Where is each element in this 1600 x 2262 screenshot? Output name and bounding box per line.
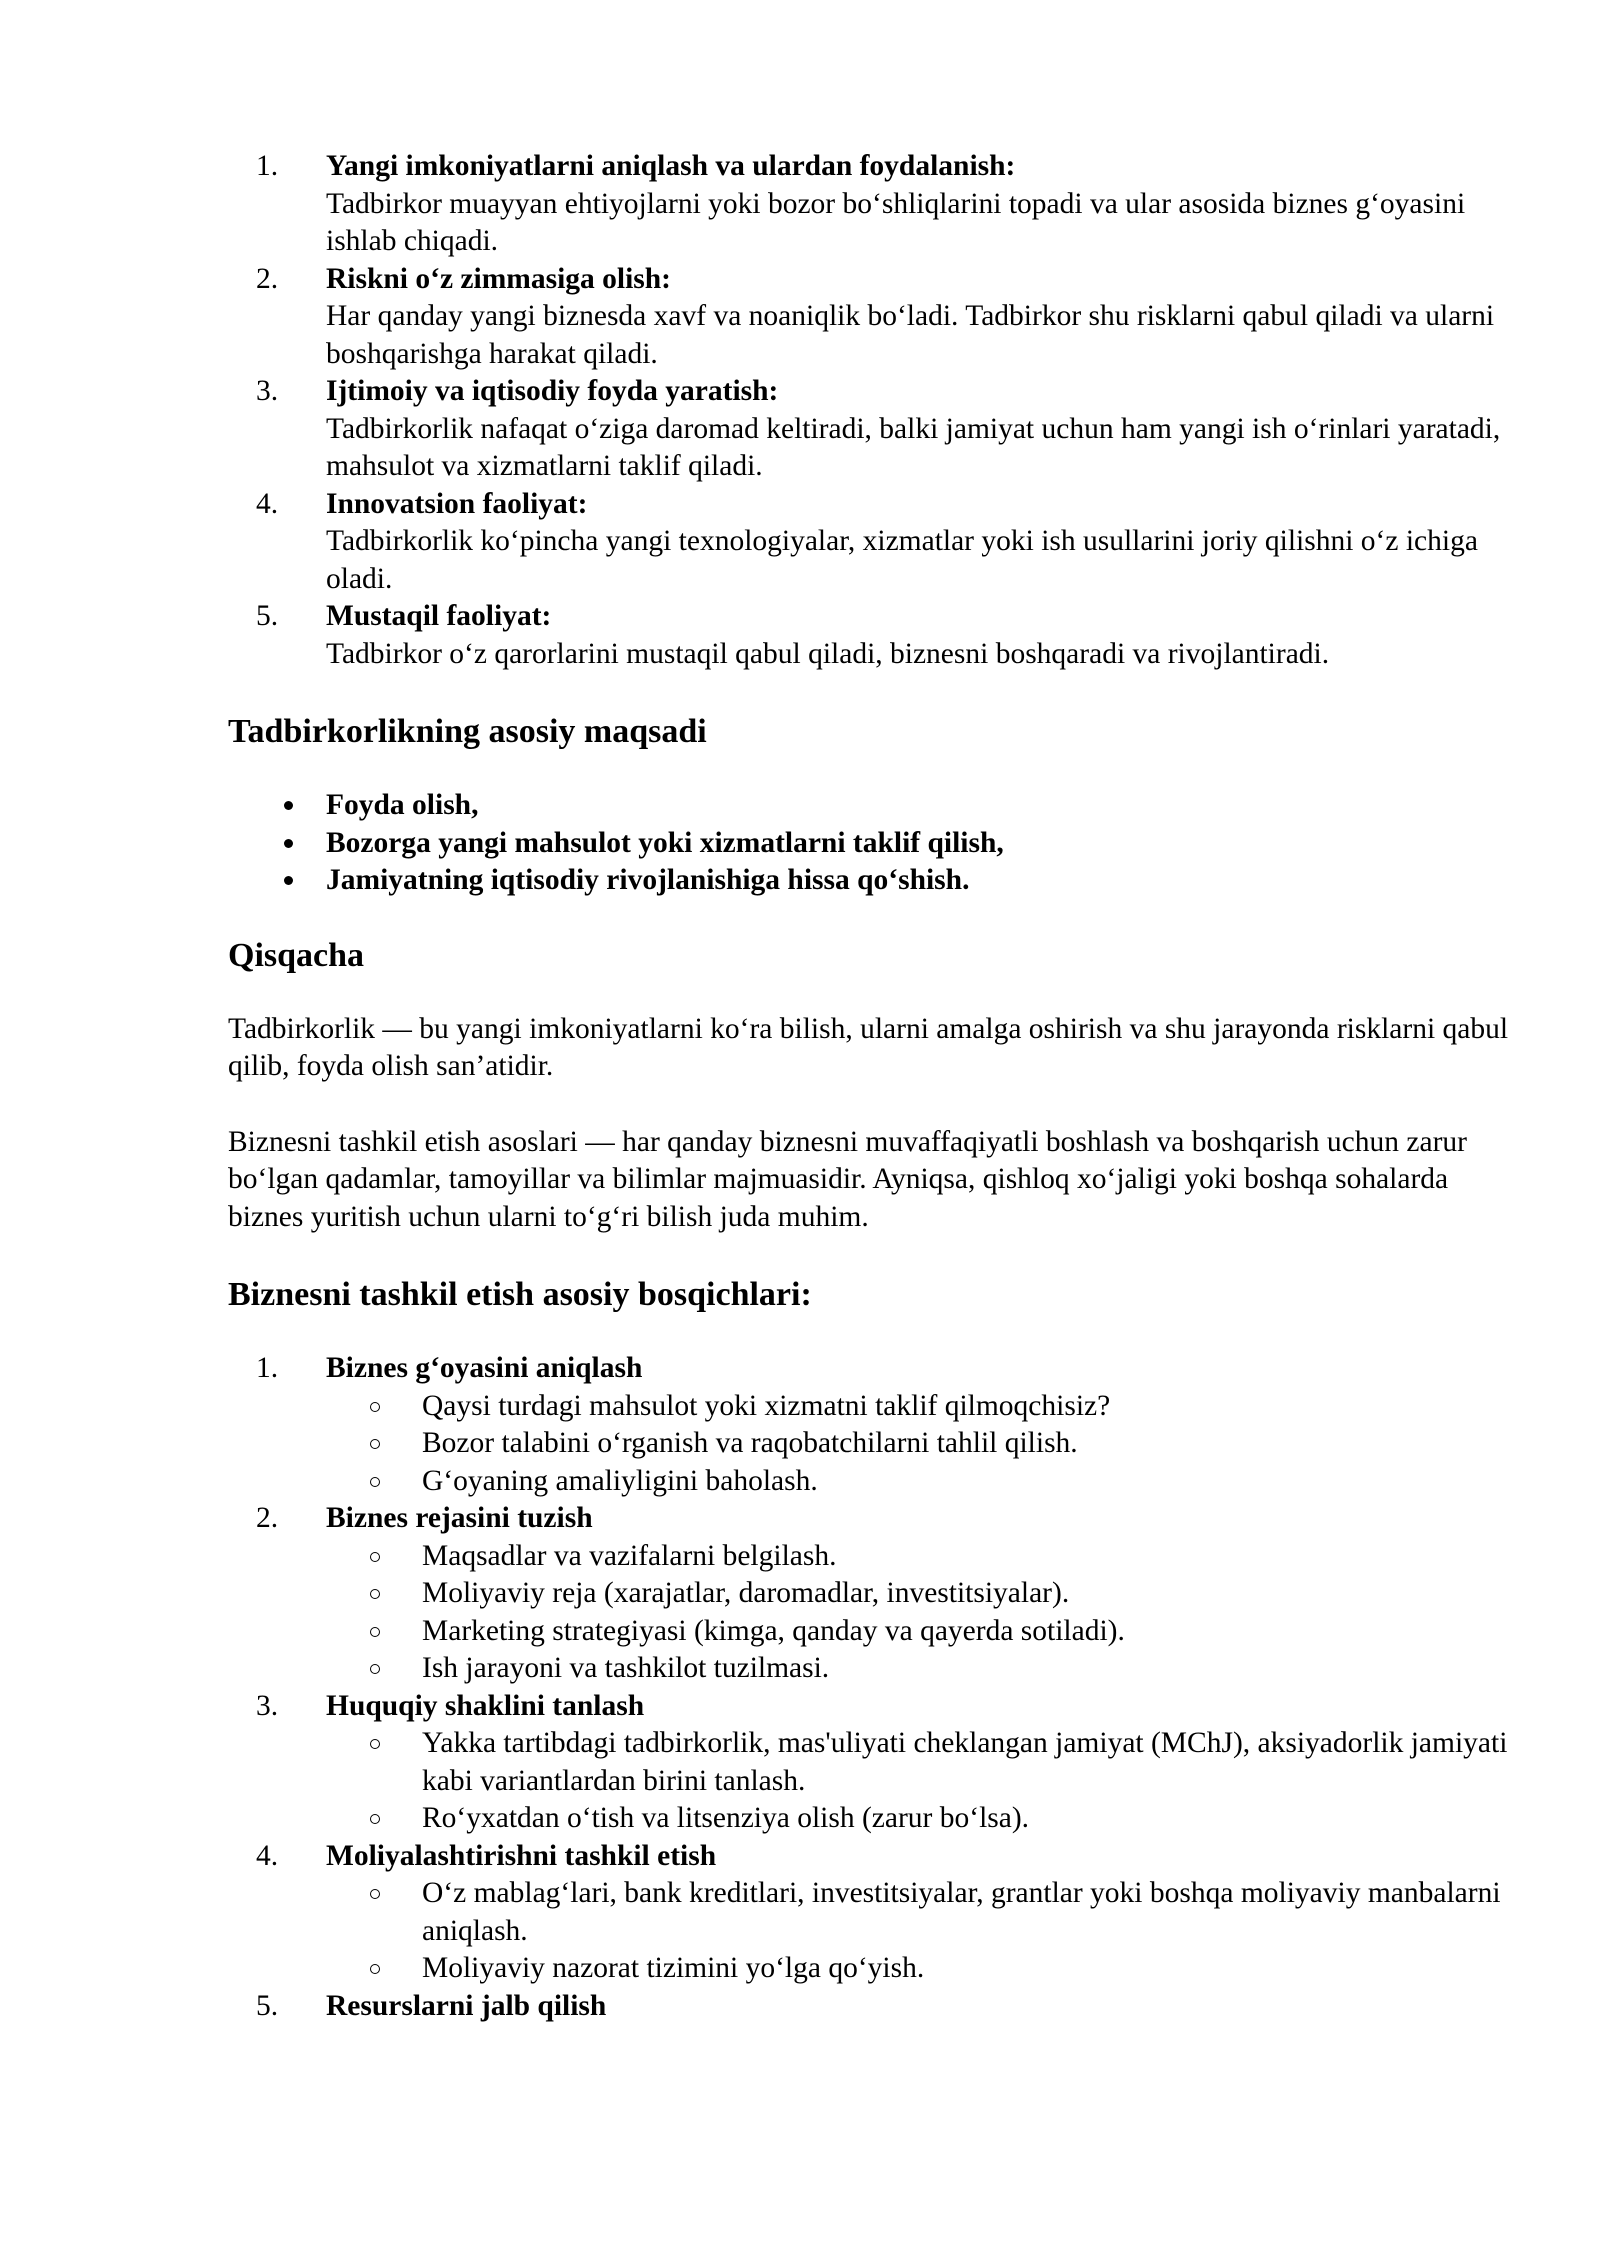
list-item-title: Ijtimoiy va iqtisodiy foyda yaratish:: [326, 375, 779, 407]
sub-list-text: Bozor talabini o‘rganish va raqobatchilarni tahlil qilish.: [422, 1427, 1078, 1459]
sub-list-text: G‘oyaning amaliyligini baholash.: [422, 1464, 818, 1497]
sub-list-text: Ro‘yxatdan o‘tish va litsenziya olish (zarur bo‘lsa).: [422, 1802, 1030, 1834]
sub-list-text: Ish jarayoni va tashkilot tuzilmasi.: [422, 1652, 830, 1684]
sub-list-item: [326, 1575, 1518, 1613]
circle-bullet-icon: [370, 1627, 380, 1637]
sub-list-item: [326, 1538, 1518, 1576]
list-item: [228, 1350, 1518, 1500]
sub-list-text: Qaysi turdagi mahsulot yoki xizmatni taklif qilmoqchisiz?: [422, 1389, 1111, 1422]
sub-list: [326, 1388, 1518, 1501]
sub-list-item: [326, 1650, 1518, 1688]
circle-bullet-icon: [370, 1739, 380, 1749]
sub-list-text: Moliyaviy nazorat tizimini yo‘lga qo‘yish.: [422, 1952, 925, 1984]
sub-list-item: [326, 1613, 1518, 1651]
circle-bullet-icon: [370, 1552, 380, 1562]
list-item: [228, 825, 1518, 863]
bullet-icon: [284, 801, 293, 810]
list-item: [228, 261, 1518, 374]
sub-list-item: [326, 1425, 1518, 1463]
list-number: 2.: [256, 1502, 279, 1534]
list-number: 1.: [256, 150, 279, 182]
document-body: [228, 148, 1518, 2025]
list-item-title: Biznes rejasini tuzish: [326, 1502, 593, 1534]
list-item: [228, 148, 1518, 261]
circle-bullet-icon: [370, 1964, 380, 1974]
sub-list-text: Moliyaviy reja (xarajatlar, daromadlar, investitsiyalar).: [422, 1577, 1070, 1609]
sub-list: [326, 1875, 1518, 1988]
features-list: [228, 148, 1518, 673]
list-number: 5.: [256, 1989, 279, 2022]
list-item-text: Har qanday yangi biznesda xavf va noaniqlik bo‘ladi. Tadbirkor shu risklarni qabul qiladi va ularni boshqarishga harakat qiladi.: [326, 300, 1495, 370]
list-number: 1.: [256, 1352, 279, 1384]
list-item-text: Tadbirkorlik ko‘pincha yangi texnologiyalar, xizmatlar yoki ish usullarini joriy qilishni o‘z ichiga oladi.: [326, 525, 1478, 595]
sub-list-item: [326, 1875, 1518, 1950]
circle-bullet-icon: [370, 1589, 380, 1599]
list-item-title: Moliyalashtirishni tashkil etish: [326, 1839, 717, 1872]
list-item-text: Foyda olish,: [326, 789, 479, 821]
circle-bullet-icon: [370, 1889, 380, 1899]
list-item: [228, 373, 1518, 486]
list-number: 4.: [256, 487, 279, 520]
list-item: [228, 787, 1518, 825]
goals-list: [228, 787, 1518, 900]
list-item: [228, 598, 1518, 673]
sub-list: [326, 1538, 1518, 1688]
list-number: 2.: [256, 262, 279, 295]
circle-bullet-icon: [370, 1402, 380, 1412]
circle-bullet-icon: [370, 1814, 380, 1824]
list-item: [228, 1838, 1518, 1988]
list-item-text: Jamiyatning iqtisodiy rivojlanishiga hissa qo‘shish.: [326, 864, 970, 896]
sub-list-text: Marketing strategiyasi (kimga, qanday va qayerda sotiladi).: [422, 1614, 1125, 1647]
list-number: 3.: [256, 1689, 279, 1722]
stages-heading: Biznesni tashkil etish asosiy bosqichlari:: [228, 1276, 812, 1313]
list-item-title: Yangi imkoniyatlarni aniqlash va ulardan foydalanish:: [326, 150, 1016, 182]
list-item-text: Bozorga yangi mahsulot yoki xizmatlarni taklif qilish,: [326, 826, 1004, 859]
sub-list-item: [326, 1388, 1518, 1426]
list-item-title: Riskni o‘z zimmasiga olish:: [326, 262, 671, 295]
summary-paragraph: Tadbirkorlik — bu yangi imkoniyatlarni ko‘ra bilish, ularni amalga oshirish va shu jarayonda risklarni qabul qilib, foyda olish san’atidir.: [228, 1012, 1509, 1082]
list-item-title: Biznes g‘oyasini aniqlash: [326, 1352, 643, 1384]
circle-bullet-icon: [370, 1664, 380, 1674]
sub-list-item: [326, 1800, 1518, 1838]
summary-heading: Qisqacha: [228, 936, 365, 974]
list-number: 3.: [256, 375, 279, 407]
circle-bullet-icon: [370, 1439, 380, 1449]
bullet-icon: [284, 839, 293, 848]
sub-list-text: O‘z mablag‘lari, bank kreditlari, investitsiyalar, grantlar yoki boshqa moliyaviy manbalarni aniqlash.: [422, 1877, 1501, 1947]
sub-list-item: [326, 1725, 1518, 1800]
list-item-title: Huquqiy shaklini tanlash: [326, 1689, 645, 1722]
list-item-text: Tadbirkorlik nafaqat o‘ziga daromad keltiradi, balki jamiyat uchun ham yangi ish o‘rinlari yaratadi, mahsulot va xizmatlarni taklif qiladi.: [326, 412, 1501, 482]
list-item: [228, 1988, 1518, 2026]
list-item: [228, 1688, 1518, 1838]
list-number: 4.: [256, 1839, 279, 1872]
list-item-title: Resurslarni jalb qilish: [326, 1989, 607, 2022]
list-item-text: Tadbirkor muayyan ehtiyojlarni yoki bozor bo‘shliqlarini topadi va ular asosida biznes g‘oyasini ishlab chiqadi.: [326, 187, 1466, 257]
list-item: [228, 862, 1518, 900]
summary-paragraph: Biznesni tashkil etish asoslari — har qanday biznesni muvaffaqiyatli boshlash va boshqarish uchun zarur bo‘lgan qadamlar, tamoyillar va bilimlar majmuasidir. Ayniqsa, qishloq xo‘jaligi yoki boshqa sohalarda biznes yuritish uchun ularni to‘g‘ri bilish juda muhim.: [228, 1125, 1467, 1233]
sub-list-text: Yakka tartibdagi tadbirkorlik, mas'uliyati cheklangan jamiyat (MChJ), aksiyadorlik jamiyati kabi variantlardan birini tanlash.: [422, 1727, 1508, 1797]
goals-heading: Tadbirkorlikning asosiy maqsadi: [228, 713, 707, 750]
list-item-title: Innovatsion faoliyat:: [326, 487, 588, 520]
list-item-title: Mustaqil faoliyat:: [326, 600, 552, 632]
list-number: 5.: [256, 600, 279, 632]
sub-list: [326, 1725, 1518, 1838]
sub-list-text: Maqsadlar va vazifalarni belgilash.: [422, 1539, 837, 1572]
stages-list: [228, 1350, 1518, 2025]
list-item: [228, 1500, 1518, 1688]
sub-list-item: [326, 1463, 1518, 1501]
bullet-icon: [284, 876, 293, 885]
circle-bullet-icon: [370, 1477, 380, 1487]
list-item-text: Tadbirkor o‘z qarorlarini mustaqil qabul qiladi, biznesni boshqaradi va rivojlantiradi.: [326, 637, 1330, 670]
sub-list-item: [326, 1950, 1518, 1988]
list-item: [228, 486, 1518, 599]
